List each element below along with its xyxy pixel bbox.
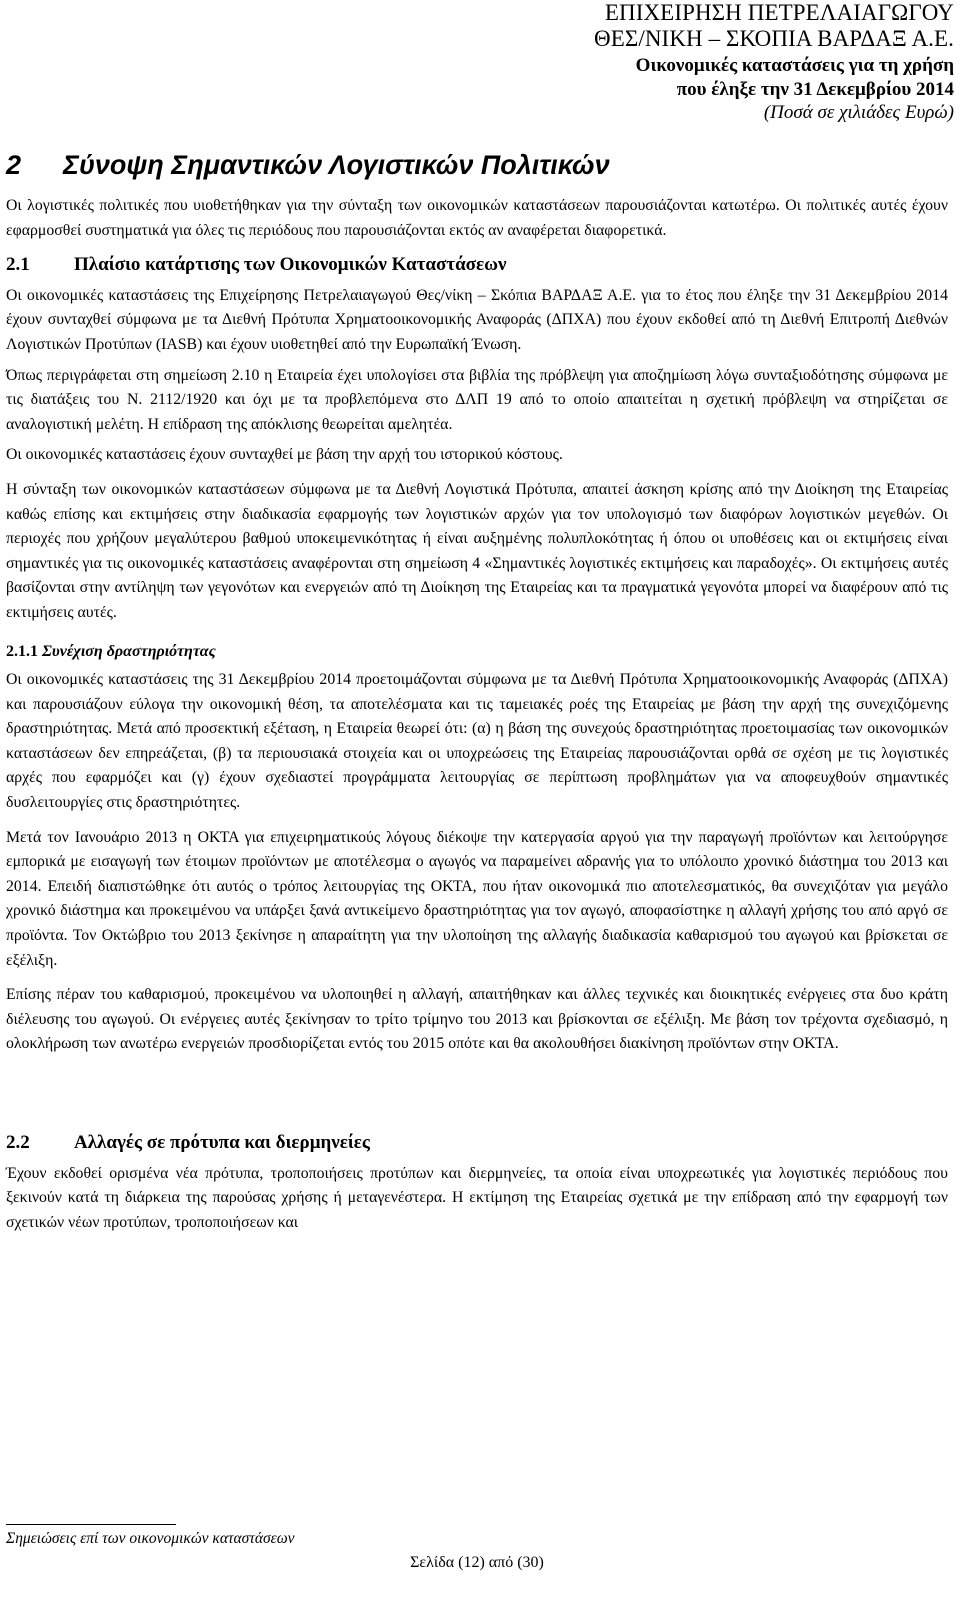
paragraph: Όπως περιγράφεται στη σημείωση 2.10 η Εταιρεία έχει υπολογίσει στα βιβλία της πρόβλεψη για αποζημίωση λόγω συνταξιοδότησης σύμφωνα με τις διατάξεις του Ν. 2112/1920 και όχι με τα προβλεπόμενα στο ΔΛΠ 19 από το οποίο απαιτείται η σχετική πρόβλεψη να στηρίζεται σε αναλογιστική μελέτη. Η επίδραση της απόκλισης θεωρείται αμελητέα. [6,366,948,433]
header-company: ΕΠΙΧΕΙΡΗΣΗ ΠΕΤΡΕΛΑΙΑΓΩΓΟΥ [604,0,954,25]
paragraph: Μετά τον Ιανουάριο 2013 η ΟΚΤΑ για επιχειρηματικούς λόγους διέκοψε την κατεργασία αργού για την παραγωγή προϊόντων και λειτούργησε εμπορικά με εισαγωγή των έτοιμων προϊόντων με αποτέλεσμα ο αγωγός να παραμείνει αδρανής για το υπόλοιπο χρονικό διάστημα του 2013 και 2014. Επειδή διαπιστώθηκε ότι αυτός ο τρόπος λειτουργίας της ΟΚΤΑ, που ήταν οικονομικά πιο αποτελεσματικός, θα συνεχιζόταν για μεγάλο χρονικό διάστημα και προκειμένου να υπάρξει ξανά αντικείμενο δραστηριότητας για τον αγωγό, αποφασίστηκε η αλλαγή χρήσης του από αργό σε προϊόντα. Τον Οκτώβριο του 2013 ξεκίνησε η απαραίτητη για την υλοποίηση της αλλαγής διαδικασία καθαρισμού του αγωγού και βρίσκεται σε εξέλιξη. [6,828,948,969]
subsection-heading-2-1 [6,253,948,278]
paragraph: Έχουν εκδοθεί ορισμένα νέα πρότυπα, τροποποιήσεις προτύπων και διερμηνείες, τα οποία είναι υποχρεωτικές για λογιστικές περιόδους που ξεκινούν κατά τη διάρκεια της παρούσας χρήσης ή μεταγενέστερα. Η εκτίμηση της Εταιρείας σχετικά με την επίδραση από την εφαρμογή των σχετικών νέων προτύπων, τροποποιήσεων και [6,1164,948,1231]
subsection-title: Αλλαγές σε πρότυπα και διερμηνείες [74,1132,370,1153]
paragraph: Οι οικονομικές καταστάσεις της Επιχείρησης Πετρελαιαγωγού Θες/νίκη – Σκόπια ΒΑΡΔΑΞ Α.Ε. για το έτος που έληξε την 31 Δεκεμβρίου 2014 έχουν συνταχθεί σύμφωνα με τα Διεθνή Πρότυπα Χρηματοοικονομικής Αναφοράς (ΔΠΧΑ) που έχουν εκδοθεί από τη Διεθνή Επιτροπή Διεθνών Λογιστικών Προτύπων (IASB) και έχουν υιοθετηθεί από την Ευρωπαϊκή Ένωση. [6,286,948,353]
subsection-title: Πλαίσιο κατάρτισης των Οικονομικών Καταστάσεων [74,254,507,276]
page-footer [6,1524,948,1572]
paragraph: Επίσης πέραν του καθαρισμού, προκειμένου να υλοποιηθεί η αλλαγή, απαιτήθηκαν και άλλες τεχνικές και διοικητικές ενέργειες στα δυο κράτη διέλευσης του αγωγού. Οι ενέργειες αυτές ξεκίνησαν το τρίτο τρίμηνο του 2013 και βρίσκονται σε εξέλιξη. Με βάση τον τρέχοντα σχεδιασμό, η ολοκλήρωση των ανωτέρω ενεργειών προσδιορίζεται εντός του 2015 οπότε και θα ακολουθήσει διακίνηση προϊόντων στην ΟΚΤΑ. [6,986,948,1053]
subsection-number: 2.2 [6,1132,30,1153]
header-route: ΘΕΣ/ΝΙΚΗ – ΣΚΟΠΙΑ ΒΑΡΔΑΞ Α.Ε. [594,26,954,51]
paragraph: Οι οικονομικές καταστάσεις της 31 Δεκεμβρίου 2014 προετοιμάζονται σύμφωνα με τα Διεθνή Πρότυπα Χρηματοοικονομικής Αναφοράς (ΔΠΧΑ) και παρουσιάζουν εύλογα την οικονομική θέση, τα αποτελέσματα και τις ταμειακές ροές της Εταιρείας με βάση την αρχή της συνεχιζόμενης δραστηριότητας. Μετά από προσεκτική εξέταση, η Εταιρεία θεωρεί ότι: (α) η βάση της συνεχούς δραστηριότητας προετοιμασίας των οικονομικών καταστάσεων δεν επηρεάζεται, (β) τα περιουσιακά στοιχεία και οι υποχρεώσεις της Εταιρείας παρουσιάζονται ορθά σε σχέση με τις λογιστικές αρχές που εφαρμόζει και (γ) έχουν σχεδιαστεί προγράμματα λειτουργίας σε περίπτωση προβλημάτων για να αποφευχθούν σημαντικές δυσλειτουργίες στις δραστηριότητες. [6,671,948,812]
subsection-heading-2-1-1 [6,640,948,665]
section-heading [6,150,610,181]
document-body [6,194,948,1245]
subsection-title: Συνέχιση δραστηριότητας [42,642,216,660]
subsection-number: 2.1.1 [6,642,38,660]
page-header [594,0,954,125]
footer-divider [6,1524,176,1525]
paragraph: Οι οικονομικές καταστάσεις έχουν συνταχθεί με βάση την αρχή του ιστορικού κόστους. [6,446,563,464]
section-title: Σύνοψη Σημαντικών Λογιστικών Πολιτικών [63,150,610,180]
footer-note: Σημειώσεις επί των οικονομικών καταστάσεων [6,1530,295,1547]
subsection-heading-2-2 [6,1131,948,1156]
subsection-number: 2.1 [6,254,30,276]
header-units: (Ποσά σε χιλιάδες Ευρώ) [763,102,954,123]
paragraph: Η σύνταξη των οικονομικών καταστάσεων σύμφωνα με τα Διεθνή Λογιστικά Πρότυπα, απαιτεί άσκηση κρίσης από την Διοίκηση της Εταιρείας καθώς επίσης και εκτιμήσεις στην διαδικασία εφαρμογής των λογιστικών αρχών για τον υπολογισμό των διαφόρων λογιστικών μεγεθών. Οι περιοχές που χρήζουν μεγαλύτερου βαθμού υποκειμενικότητας ή είναι αυξημένης πολυπλοκότητας ή όπου οι υποθέσεις και οι εκτιμήσεις είναι σημαντικές για τις οικονομικές καταστάσεις αναφέρονται στη σημείωση 4 «Σημαντικές λογιστικές εκτιμήσεις και παραδοχές». Οι εκτιμήσεις αυτές βασίζονται στην αντίληψη των γεγονότων και ενεργειών από τη Διοίκηση της Εταιρείας και τα πραγματικά γεγονότα μπορεί να διαφέρουν από τις εκτιμήσεις αυτές. [6,480,948,621]
header-period: που έληξε την 31 Δεκεμβρίου 2014 [676,79,954,100]
section-number: 2 [6,150,22,180]
section-intro: Οι λογιστικές πολιτικές που υιοθετήθηκαν για την σύνταξη των οικονομικών καταστάσεων παρουσιάζονται κατωτέρω. Οι πολιτικές αυτές έχουν εφαρμοσθεί συστηματικά για όλες τις περιόδους που παρουσιάζονται εκτός αν αναφέρεται διαφορετικά. [6,197,948,239]
page-number: Σελίδα (12) από (30) [410,1554,544,1571]
header-statements: Οικονομικές καταστάσεις για τη χρήση [635,55,954,76]
